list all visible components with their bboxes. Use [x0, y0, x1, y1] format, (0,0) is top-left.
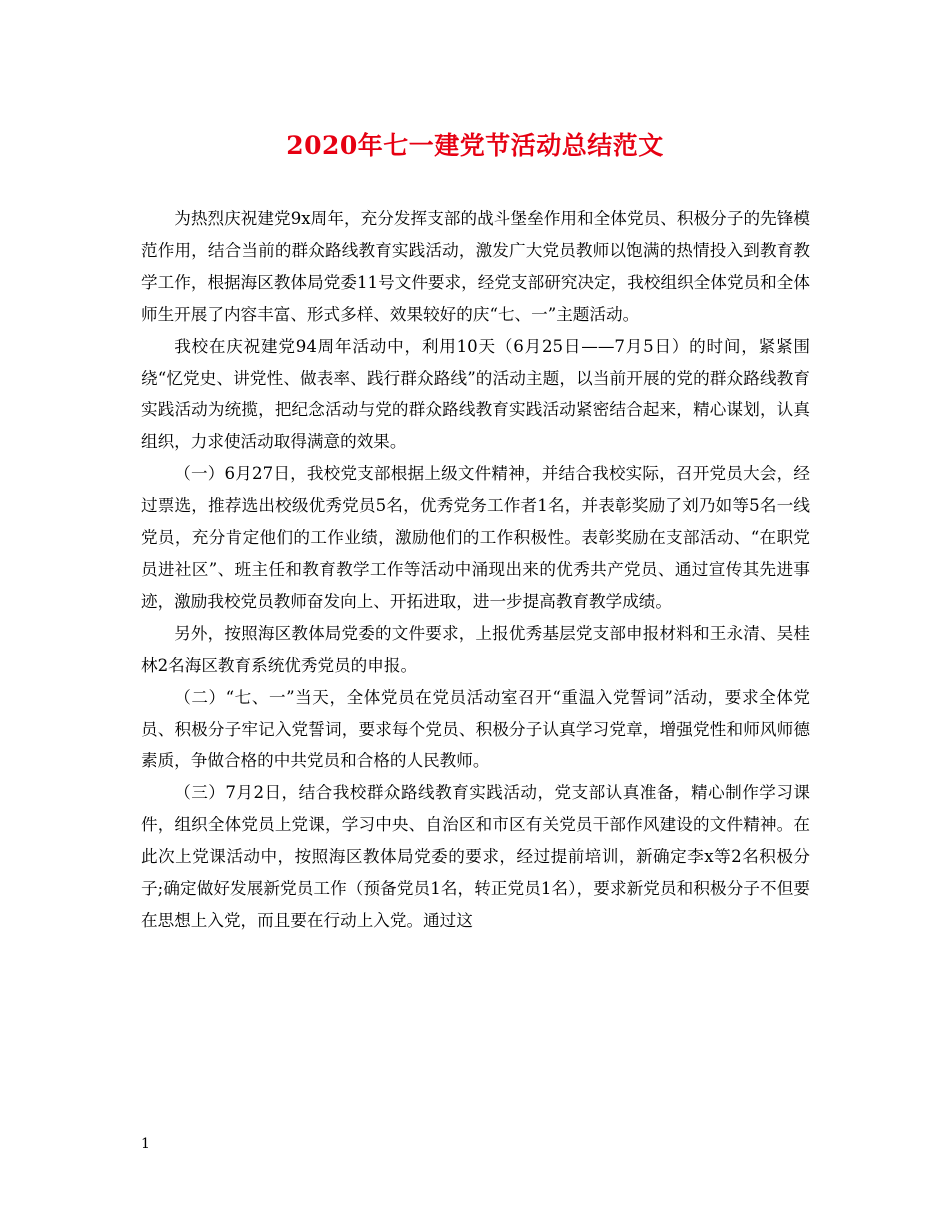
page-number: 1	[141, 1136, 150, 1152]
paragraph: 我校在庆祝建党94周年活动中，利用10天（6月25日——7月5日）的时间，紧紧围绕“忆党史、讲党性、做表率、践行群众路线”的活动主题，以当前开展的党的群众路线教育实践活动为统揽，把纪念活动与党的群众路线教育实践活动紧密结合起来，精心谋划，认真组织，力求使活动取得满意的效果。	[141, 336, 810, 452]
paragraph: 另外，按照海区教体局党委的文件要求，上报优秀基层党支部申报材料和王永清、吴桂林2名海区教育系统优秀党员的申报。	[141, 623, 810, 675]
paragraph: （二）“七、一”当天，全体党员在党员活动室召开“重温入党誓词”活动，要求全体党员、积极分子牢记入党誓词，要求每个党员、积极分子认真学习党章，增强党性和师风师德素质，争做合格的中共党员和合格的人民教师。	[141, 687, 810, 771]
document-title: 2020年七一建党节活动总结范文	[286, 131, 664, 160]
document-body	[141, 203, 810, 937]
paragraph: 为热烈庆祝建党9x周年，充分发挥支部的战斗堡垒作用和全体党员、积极分子的先锋模范作用，结合当前的群众路线教育实践活动，激发广大党员教师以饱满的热情投入到教育教学工作，根据海区教体局党委11号文件要求，经党支部研究决定，我校组织全体党员和全体师生开展了内容丰富、形式多样、效果较好的庆“七、一”主题活动。	[141, 209, 810, 324]
paragraph: （一）6月27日，我校党支部根据上级文件精神，并结合我校实际，召开党员大会，经过票选，推荐选出校级优秀党员5名，优秀党务工作者1名，并表彰奖励了刘乃如等5名一线党员，充分肯定他们的工作业绩，激励他们的工作积极性。表彰奖励在支部活动、“在职党员进社区”、班主任和教育教学工作等活动中涌现出来的优秀共产党员、通过宣传其先进事迹，激励我校党员教师奋发向上、开拓进取，进一步提高教育教学成绩。	[141, 464, 810, 611]
paragraph: （三）7月2日，结合我校群众路线教育实践活动，党支部认真准备，精心制作学习课件，组织全体党员上党课，学习中央、自治区和市区有关党员干部作风建设的文件精神。在此次上党课活动中，按照海区教体局党委的要求，经过提前培训，新确定李x等2名积极分子;确定做好发展新党员工作（预备党员1名，转正党员1名），要求新党员和积极分子不但要在思想上入党，而且要在行动上入党。通过这	[141, 783, 810, 930]
